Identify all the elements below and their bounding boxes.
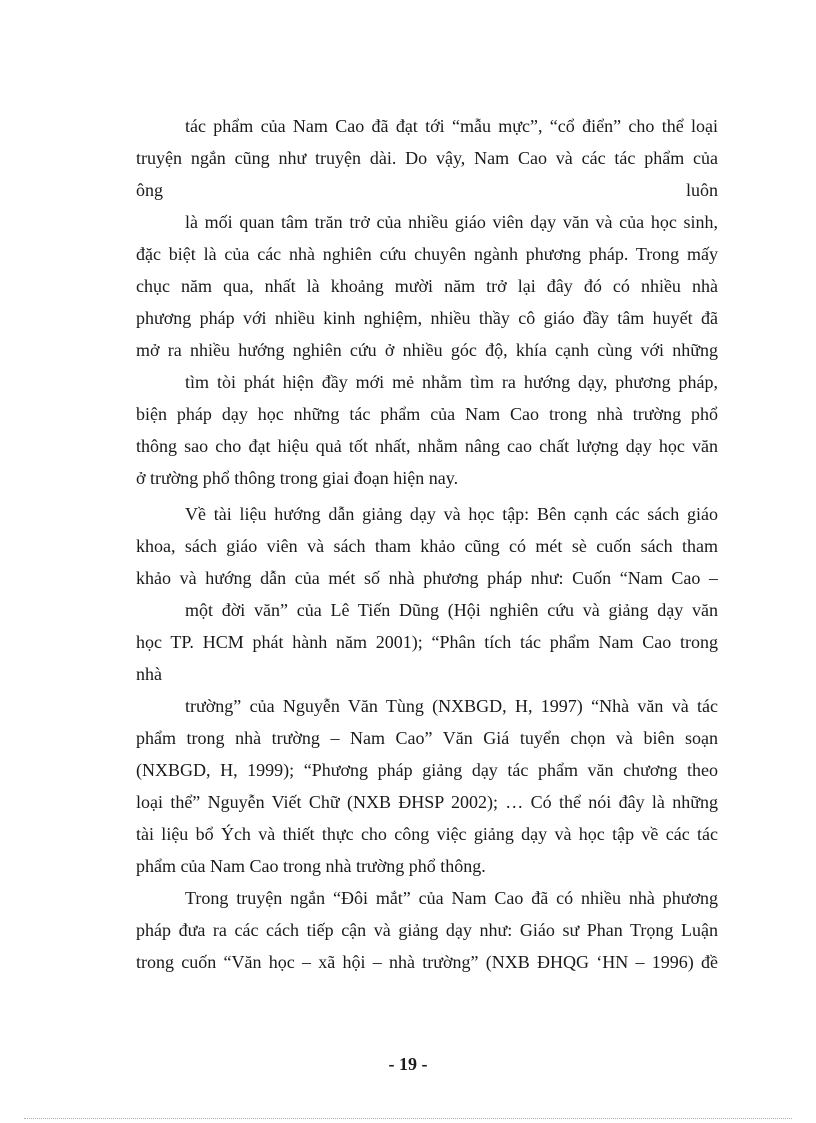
text-line: phẩm của Nam Cao trong nhà trường phổ thông. <box>136 856 486 876</box>
text-line: trong cuốn “Văn học – xã hội – nhà trường” (NXB ĐHQG ‘HN – 1996) đề <box>136 952 718 972</box>
text-line: thông sao cho đạt hiệu quả tốt nhất, nhằm nâng cao chất lượng dạy học văn <box>136 436 718 456</box>
text-line: Về tài liệu hướng dẫn giảng dạy và học tập: Bên cạnh các sách giáo <box>185 504 718 524</box>
text-line: đặc biệt là của các nhà nghiên cứu chuyên ngành phương pháp. Trong mấy <box>136 244 718 264</box>
text-line: học TP. HCM phát hành năm 2001); “Phân tích tác phẩm Nam Cao trong <box>136 632 718 652</box>
text-line: pháp đưa ra các cách tiếp cận và giảng dạy như: Giáo sư Phan Trọng Luận <box>136 920 718 940</box>
text-line: tác phẩm của Nam Cao đã đạt tới “mẫu mực”, “cổ điển” cho thể loại <box>185 116 718 136</box>
text-line: phẩm trong nhà trường – Nam Cao” Văn Giá tuyển chọn và biên soạn <box>136 728 718 748</box>
text-line: khoa, sách giáo viên và sách tham khảo cũng có mét sè cuốn sách tham <box>136 536 718 556</box>
text-line: biện pháp dạy học những tác phẩm của Nam Cao trong nhà trường phổ <box>136 404 718 424</box>
text-line: chục năm qua, nhất là khoảng mười năm trở lại đây đó có nhiều nhà <box>136 276 718 296</box>
text-line: ông <box>136 180 163 200</box>
text-line: nhà <box>136 664 162 684</box>
text-line: khảo và hướng dẫn của mét số nhà phương pháp như: Cuốn “Nam Cao – <box>136 568 718 588</box>
text-line: tìm tòi phát hiện đầy mới mẻ nhằm tìm ra hướng dạy, phương pháp, <box>185 372 718 392</box>
text-line: loại thể” Nguyễn Viết Chữ (NXB ĐHSP 2002); … Có thể nói đây là những <box>136 792 718 812</box>
text-line: là mối quan tâm trăn trở của nhiều giáo viên dạy văn và của học sinh, <box>185 212 718 232</box>
text-line: tài liệu bổ Ých và thiết thực cho công việc giảng dạy và học tập về các tác <box>136 824 718 844</box>
text-line: Trong truyện ngắn “Đôi mắt” của Nam Cao đã có nhiều nhà phương <box>185 888 718 908</box>
page-number: - 19 - <box>388 1054 428 1074</box>
text-line: phương pháp với nhiều kinh nghiệm, nhiều thầy cô giáo đầy tâm huyết đã <box>136 308 718 328</box>
text-line: (NXBGD, H, 1999); “Phương pháp giảng dạy tác phẩm văn chương theo <box>136 760 718 780</box>
text-line: luôn <box>685 180 718 200</box>
text-line: mở ra nhiều hướng nghiên cứu ở nhiều góc độ, khía cạnh cùng với những <box>136 340 718 360</box>
text-line: một đời văn” của Lê Tiến Dũng (Hội nghiên cứu và giảng dạy văn <box>185 600 718 620</box>
text-line: ở trường phổ thông trong giai đoạn hiện nay. <box>136 468 459 488</box>
text-line: truyện ngắn cũng như truyện dài. Do vậy, Nam Cao và các tác phẩm của <box>136 148 718 168</box>
text-line: trường” của Nguyễn Văn Tùng (NXBGD, H, 1997) “Nhà văn và tác <box>185 696 718 716</box>
footer-divider <box>24 1118 792 1119</box>
